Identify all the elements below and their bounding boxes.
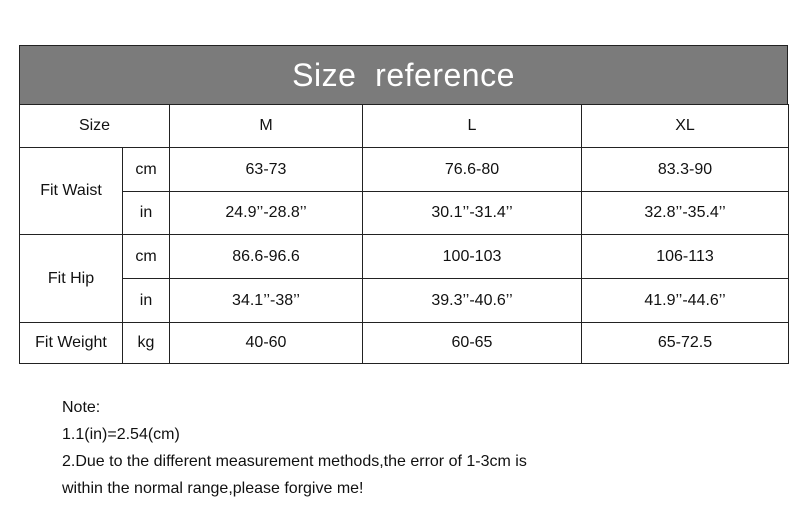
unit-cell: cm — [123, 235, 170, 279]
title-text: Size reference — [292, 56, 515, 93]
table-cell: 63-73 — [170, 148, 363, 192]
table-cell: 24.9’’-28.8’’ — [170, 192, 363, 235]
fit-waist-label: Fit Waist — [20, 148, 123, 235]
size-column-m: M — [170, 105, 363, 148]
unit-cell: cm — [123, 148, 170, 192]
table-header-row — [20, 105, 789, 148]
table-cell: 83.3-90 — [582, 148, 789, 192]
table-cell: 106-113 — [582, 235, 789, 279]
note-line: 2.Due to the different measurement methods,the error of 1-3cm is — [62, 453, 527, 470]
size-header-cell: Size — [20, 105, 170, 148]
note-heading: Note: — [62, 399, 101, 416]
table-row — [20, 192, 789, 235]
table-cell: 76.6-80 — [363, 148, 582, 192]
table-cell: 60-65 — [363, 323, 582, 364]
fit-weight-label: Fit Weight — [20, 323, 123, 364]
size-table — [19, 104, 789, 364]
table-cell: 65-72.5 — [582, 323, 789, 364]
page-title — [19, 45, 788, 105]
table-cell: 32.8’’-35.4’’ — [582, 192, 789, 235]
table-row — [20, 279, 789, 323]
table-cell: 41.9’’-44.6’’ — [582, 279, 789, 323]
table-cell: 100-103 — [363, 235, 582, 279]
unit-cell: kg — [123, 323, 170, 364]
table-row — [20, 235, 789, 279]
unit-cell: in — [123, 279, 170, 323]
size-column-xl: XL — [582, 105, 789, 148]
table-row — [20, 323, 789, 364]
table-row — [20, 148, 789, 192]
table-cell: 40-60 — [170, 323, 363, 364]
note-section — [62, 394, 527, 502]
table-cell: 34.1’’-38’’ — [170, 279, 363, 323]
note-line: within the normal range,please forgive me! — [62, 480, 364, 497]
fit-hip-label: Fit Hip — [20, 235, 123, 323]
unit-cell: in — [123, 192, 170, 235]
table-cell: 39.3’’-40.6’’ — [363, 279, 582, 323]
note-line: 1.1(in)=2.54(cm) — [62, 426, 180, 443]
size-column-l: L — [363, 105, 582, 148]
table-cell: 30.1’’-31.4’’ — [363, 192, 582, 235]
table-cell: 86.6-96.6 — [170, 235, 363, 279]
